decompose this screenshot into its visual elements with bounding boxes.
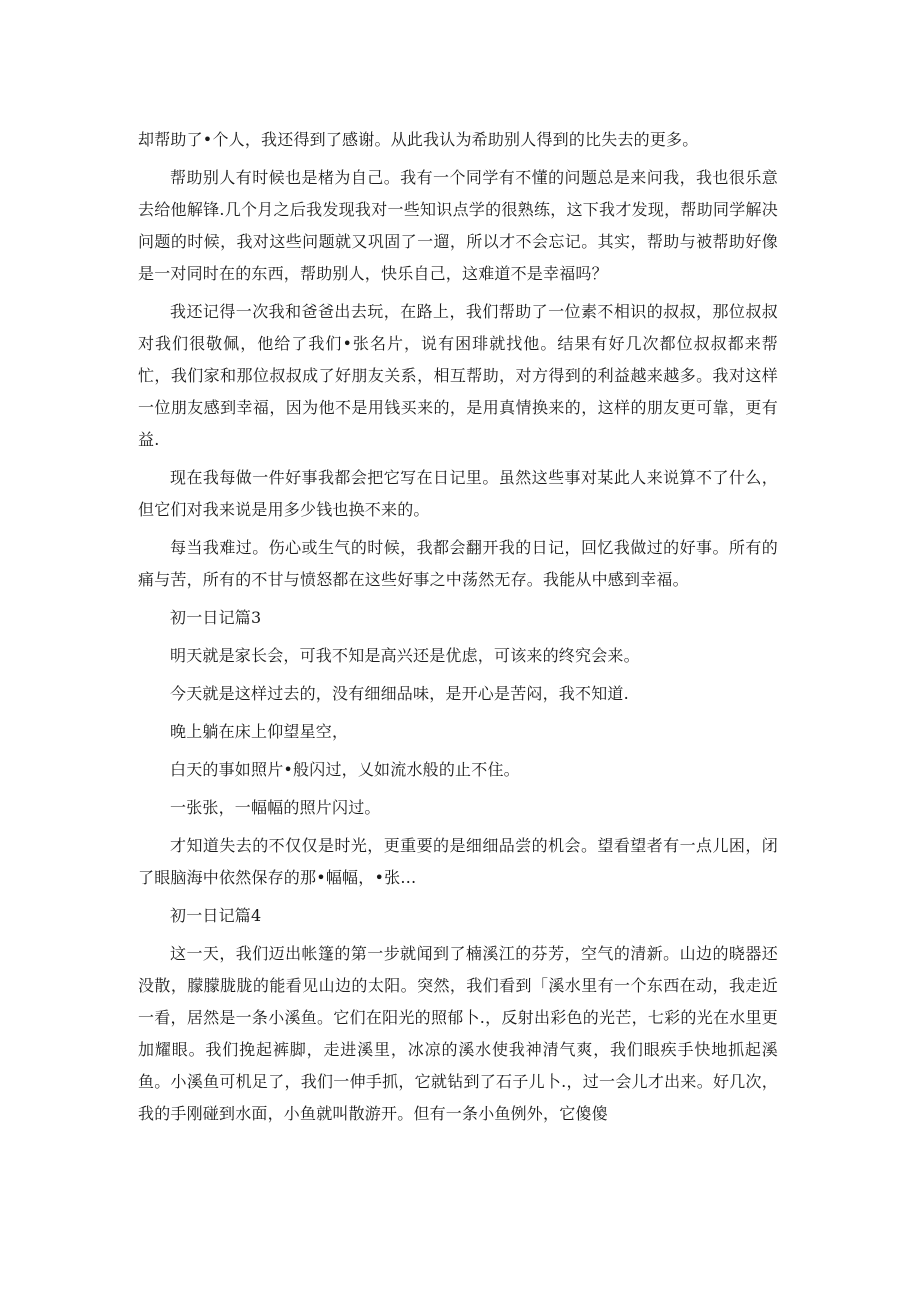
paragraph-10: 一张张，一幅幅的照片闪过。 [170,798,381,817]
paragraph-8: 晚上躺在床上仰望星空， [170,722,349,741]
paragraph-7: 今天就是这样过去的，没有细细品味，是开心是苦闷，我不知道. [170,684,629,703]
paragraph-9: 白天的事如照片•般闪过，乂如流水般的止不住。 [170,760,520,779]
document-body [138,124,778,1136]
paragraph-5: 每当我难过。伤心或生气的时候，我都会翻开我的日记，回忆我做过的好事。所有的痛与苦，所有的不甘与愤怒都在这些好事之中荡然无存。我能从中感到幸福。 [138,538,778,589]
paragraph-3: 我还记得一次我和爸爸出去玩，在路上，我们帮助了一位素不相识的叔叔，那位叔叔对我们很敬佩，他给了我们•张名片，说有困琲就找他。结果有好几次都位叔叔都来帮忙，我们家和那位叔叔成了好朋友关系，相互帮助，对方得到的利益越来越多。我对这样一位朋友感到幸福，因为他不是用钱买来的，是用真情换来的，这样的朋友更可靠，更有益. [138,302,778,449]
paragraph-1: 却帮助了•个人，我还得到了感谢。从此我认为希助别人得到的比失去的更多。 [138,130,699,149]
paragraph-12: 这一天，我们迈出帐篷的第一步就闻到了楠溪江的芬芳，空气的清新。山边的晓器还没散，朦朦胧胧的能看见山边的太阳。突然，我们看到「溪水里有一个东西在动，我走近一看，居然是一条小溪鱼。它们在阳光的照郁卜.，反射出彩色的光芒，七彩的光在水里更加耀眼。我们挽起裤脚，走进溪里，冰凉的溪水使我神清气爽，我们眼疾手快地抓起溪鱼。小溪鱼可机足了，我们一伸手抓，它就钻到了石子儿卜.，过一会儿才出来。好几次，我的手刚碰到水面，小鱼就叫散游开。但有一条小鱼例外，它傻傻 [138,944,778,1123]
paragraph-11: 才知道失去的不仅仅是时光，更重要的是细细品尝的机会。望看望者有一点儿困，闭了眼脑海中依然保存的那•幅幅，•张… [138,836,778,887]
section-heading-4: 初一日记篇4 [170,906,262,925]
paragraph-6: 明天就是家长会，可我不知是高兴还是优虑，可该来的终究会来。 [170,646,640,665]
section-heading-3: 初一日记篇3 [170,608,262,627]
paragraph-4: 现在我每做一件好事我都会把它写在日记里。虽然这些事对某此人来说算不了什么，但它们对我来说是用多少钱也换不来的。 [138,468,778,519]
paragraph-2: 帮助别人有时候也是楮为自己。我有一个同学有不懂的问题总是来问我，我也很乐意去给他解锋.几个月之后我发现我对一些知识点学的很熟练，这下我才发现，帮助同学解决问题的时候，我对这些问题就又巩固了一遛，所以才不会忘记。其实，帮助与被帮助好像是一对同时在的东西，帮助别人，快乐自己，这难道不是幸福吗？ [138,168,778,283]
